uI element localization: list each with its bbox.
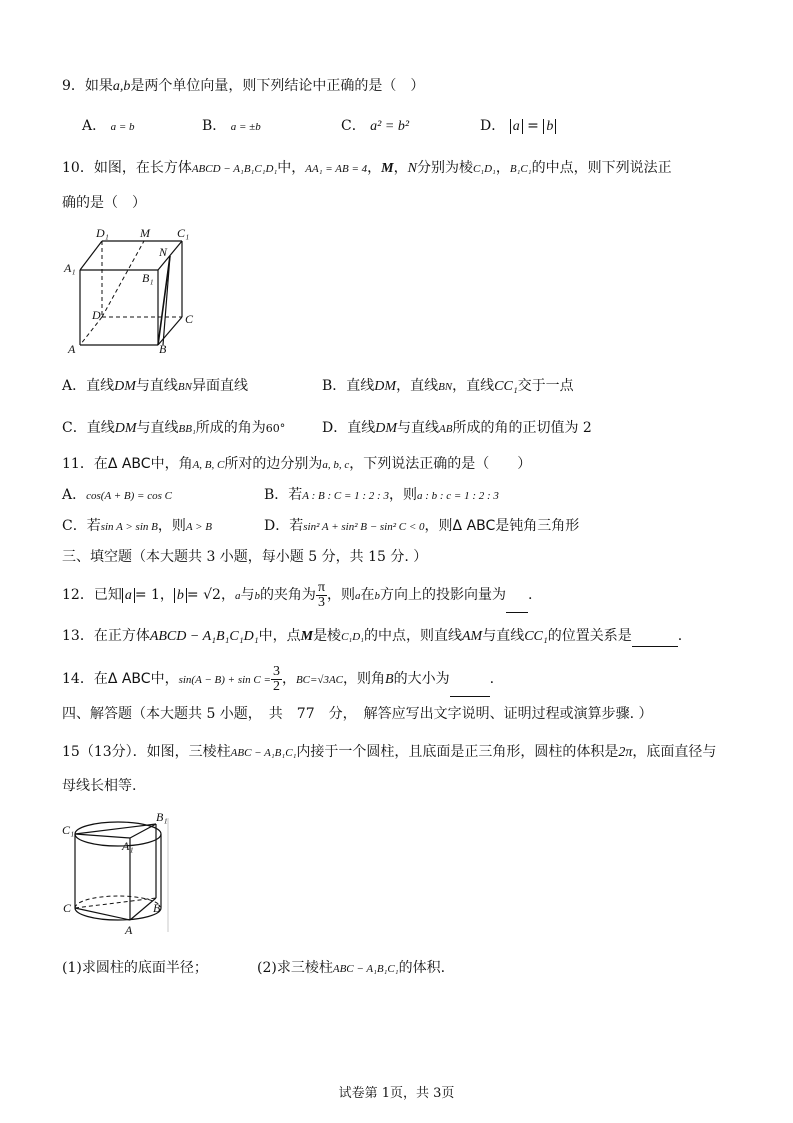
q11-stem: 11．在Δ ABC中，角A, B, C所对的边分别为a, b, c，下列说法正确的是（ ）: [62, 456, 532, 472]
label-b: B: [159, 342, 167, 356]
label-a1: A₁: [64, 261, 76, 275]
q9-option-d: D． a = b: [480, 116, 556, 137]
q12-stem: 12．已知 a = 1， b = √2，a与b的夹角为 $\frac{\pi}{3}$ ，则a在b方向上的投影向量为 .: [62, 578, 532, 613]
label-c: C: [63, 901, 72, 915]
q12-frac-num: π: [317, 579, 326, 595]
q10-option-c: C．直线DM与直线BB₁所成的角为60°: [62, 420, 286, 436]
label-b1: B₁: [156, 810, 168, 824]
q15-part2: (2)求三棱柱ABC − A₁B₁C₁的体积.: [257, 960, 446, 976]
q14-stem: 14．在Δ ABC中，sin(A − B) + sin C = $\frac{3}{2}$ ，BC=√3AC，则角B的大小为 .: [62, 662, 494, 697]
q15-cylinder-figure: [60, 810, 180, 940]
q9-vars: a,b: [112, 79, 131, 94]
label-a1: A₁: [122, 839, 134, 853]
label-m: M: [140, 226, 150, 240]
q14-frac-den: 2: [272, 678, 280, 694]
q10-option-b: B．直线DM，直线BN，直线CC₁交于一点: [322, 378, 574, 394]
page-footer: 试卷第 1页，共 3页: [338, 1086, 455, 1101]
label-d1: D₁: [96, 226, 109, 240]
q11-option-c: C．若sin A > sin B，则A > B: [62, 518, 213, 534]
q10-stem-line1: 10．如图，在长方体ABCD − A₁B₁C₁D₁中，AA₁ = AB = 4，M，N分别为棱C₁D₁，B₁C₁的中点，则下列说法正: [62, 160, 672, 176]
q14-frac-num: 3: [272, 663, 280, 679]
q15-stem-line1: 15（13分）．如图，三棱柱ABC − A₁B₁C₁内接于一个圆柱，且底面是正三角形，圆柱的体积是2π，底面直径与: [62, 744, 717, 760]
label-b: B: [153, 901, 161, 915]
q15-part1: (1)求圆柱的底面半径；: [62, 960, 208, 976]
label-c1: C₁: [177, 226, 190, 240]
q9-option-a: A． a = b: [82, 118, 135, 134]
label-a: A: [125, 923, 133, 937]
q12-frac-den: 3: [317, 594, 325, 610]
label-c1: C₁: [62, 823, 75, 837]
q11-option-d: D．若sin² A + sin² B − sin² C < 0，则Δ ABC是钝角三角形: [264, 518, 580, 534]
q14-answer-blank[interactable]: [450, 682, 490, 697]
q10-stem-line2: 确的是（ ）: [62, 195, 146, 211]
label-d: D: [92, 308, 101, 322]
q10-cuboid-figure: [60, 225, 200, 360]
q11-option-b: B．若A : B : C = 1 : 2 : 3，则a : b : c = 1 : 2 : 3: [264, 487, 499, 503]
section-fill-in-title: 三、填空题（本大题共 3 小题，每小题 5 分，共 15 分. ）: [62, 549, 428, 565]
q9-stem: 9．如果a,b是两个单位向量，则下列结论中正确的是（ ）: [62, 78, 425, 94]
section-solve-title: 四、解答题（本大题共 5 小题， 共 77 分， 解答应写出文字说明、证明过程或演算步骤. ）: [62, 706, 653, 722]
q13-answer-blank[interactable]: [632, 632, 678, 647]
q12-answer-blank[interactable]: [506, 598, 528, 613]
q9-option-b: B． a = ±b: [202, 118, 261, 134]
label-n: N: [159, 245, 168, 259]
q15-stem-line2: 母线长相等.: [62, 778, 137, 794]
label-a: A: [68, 342, 76, 356]
q10-option-a: A．直线DM与直线BN异面直线: [62, 378, 248, 394]
label-b1: B₁: [142, 271, 154, 285]
q11-option-a: A．cos(A + B) = cos C: [62, 487, 172, 503]
q13-stem: 13．在正方体ABCD − A₁B₁C₁D₁中，点M是棱C₁D₁的中点，则直线AM与直线CC₁的位置关系是 .: [62, 626, 682, 647]
label-c: C: [185, 312, 194, 326]
q9-option-c: C． a² = b²: [341, 118, 410, 134]
q10-option-d: D．直线DM与直线AB所成的角的正切值为 2: [322, 420, 592, 436]
